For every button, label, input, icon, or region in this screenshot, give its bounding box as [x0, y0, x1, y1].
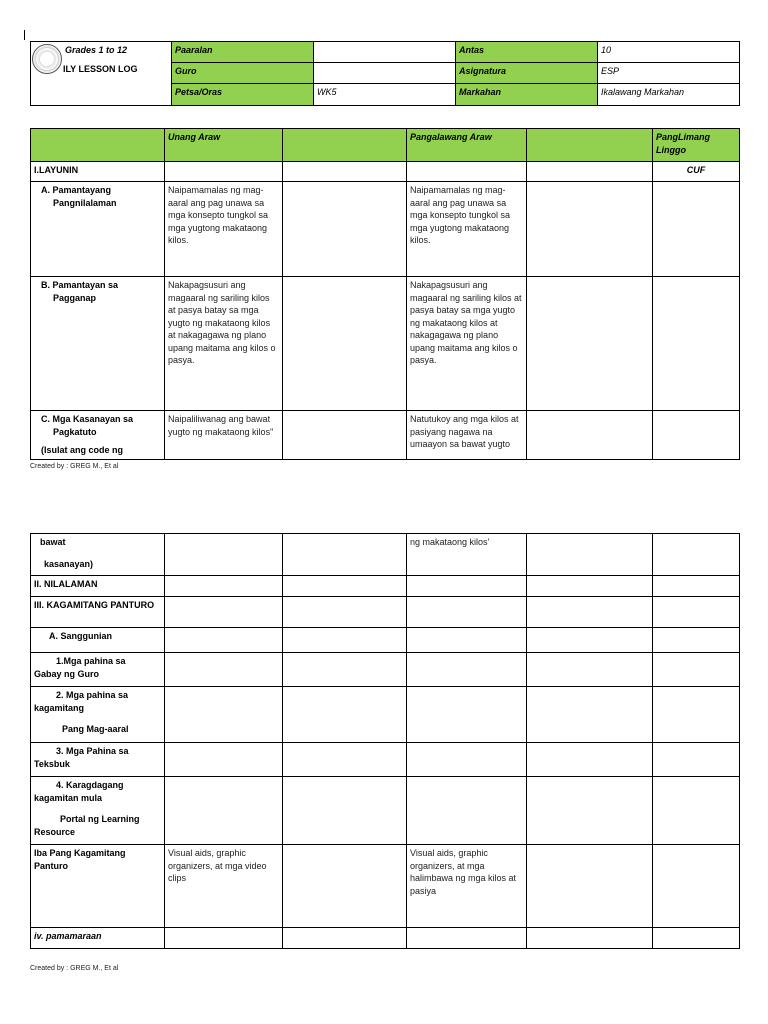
cell [527, 576, 653, 597]
karagdagang-line2: Portal ng Learning Resource [34, 814, 140, 837]
row-c-day2: Natutukoy ang mga kilos at pasiyang nagawa na umaayon sa bawat yugto [407, 411, 527, 460]
header-blank [31, 129, 165, 162]
cell [527, 687, 653, 743]
iba-day2: Visual aids, graphic organizers, at mga halimbawa ng mga kilos at pasiya [407, 845, 527, 928]
col-panglimang-linggo: PangLimang Linggo [653, 129, 740, 162]
cell [165, 162, 283, 182]
magaaral-line1: 2. Mga pahina sa kagamitang [34, 690, 129, 713]
cell [653, 597, 740, 628]
cell [653, 928, 740, 949]
col-unang-araw: Unang Araw [165, 129, 283, 162]
cell [653, 534, 740, 576]
guro-value[interactable] [314, 63, 456, 84]
cell [653, 777, 740, 845]
cell [527, 743, 653, 777]
antas-value[interactable]: 10 [598, 42, 740, 63]
cell [527, 162, 653, 182]
cell [283, 845, 407, 928]
iba-day1: Visual aids, graphic organizers, at mga video clips [165, 845, 283, 928]
cell [165, 777, 283, 845]
sanggunian-label: A. Sanggunian [31, 628, 165, 653]
row-b-day1: Nakapagsusuri ang magaaral ng sariling kilos at pasya batay sa mga yugto ng makataong kilos at nakagagawa ng plano upang maitama ang kilos o pasya. [165, 277, 283, 411]
header-blank-2 [283, 129, 407, 162]
cell [653, 845, 740, 928]
cell [165, 628, 283, 653]
bawat-day2: ng makataong kilos' [407, 534, 527, 576]
cell [283, 777, 407, 845]
cell [407, 653, 527, 687]
cell [283, 928, 407, 949]
cell [407, 597, 527, 628]
paaralan-value[interactable] [314, 42, 456, 63]
bawat-label [31, 534, 165, 576]
cell [653, 653, 740, 687]
cell [527, 845, 653, 928]
cell [653, 576, 740, 597]
cuf-label: CUF [653, 162, 740, 182]
iba-pang-label: Iba Pang Kagamitang Panturo [31, 845, 165, 928]
cell [283, 162, 407, 182]
row-c-label [31, 411, 165, 460]
title-line2: ILY LESSON LOG [63, 63, 138, 74]
gabay-line1: 1.Mga pahina sa [56, 656, 126, 666]
row-a-day1: Naipamamalas ng mag-aaral ang pag unawa sa mga konsepto tungkol sa mga yugtong makataong kilos. [165, 182, 283, 277]
paaralan-label: Paaralan [172, 42, 314, 63]
lesson-table-part1 [30, 128, 740, 460]
karagdagang-line1: 4. Karagdagang kagamitan mula [34, 780, 124, 803]
row-b-day2: Nakapagsusuri ang magaaral ng sariling kilos at pasya batay sa mga yugto ng makataong kilos at nakagagawa ng plano upang maitama ang kilos o pasya. [407, 277, 527, 411]
row-c-day1: Naipaliliwanag ang bawat yugto ng makataong kilos" [165, 411, 283, 460]
asignatura-label: Asignatura [456, 63, 598, 84]
cell [407, 628, 527, 653]
cell [165, 597, 283, 628]
layunin-label: I.LAYUNIN [31, 162, 165, 182]
asignatura-value[interactable]: ESP [598, 63, 740, 84]
row-b-label-line1: B. Pamantayan sa [41, 280, 119, 290]
row-a-label [31, 182, 165, 277]
cell [527, 653, 653, 687]
cell [653, 277, 740, 411]
cell [407, 576, 527, 597]
cell [527, 534, 653, 576]
row-c-label-line2: Pagkatuto [53, 426, 97, 437]
cell [283, 743, 407, 777]
row-a-day2: Naipamamalas ng mag-aaral ang pag unawa sa mga konsepto tungkol sa mga yugtong makataong kilos. [407, 182, 527, 277]
text-cursor [24, 30, 25, 40]
cell [283, 687, 407, 743]
gabay-label [31, 653, 165, 687]
cell [283, 534, 407, 576]
cell [653, 743, 740, 777]
header-blank-3 [527, 129, 653, 162]
cell [653, 687, 740, 743]
cell [165, 743, 283, 777]
cell [527, 628, 653, 653]
markahan-label: Markahan [456, 84, 598, 106]
header-table [30, 41, 740, 106]
kagamitang-label: III. KAGAMITANG PANTURO [31, 597, 165, 628]
cell [165, 653, 283, 687]
cell [527, 411, 653, 460]
cell [283, 628, 407, 653]
cell [407, 162, 527, 182]
row-c-label-line1: C. Mga Kasanayan sa [41, 414, 134, 424]
cell [407, 687, 527, 743]
row-a-label-line2: Pangnilalaman [53, 197, 117, 208]
cell [165, 534, 283, 576]
cell [283, 653, 407, 687]
row-c-label-line3: (Isulat ang code ng [41, 445, 124, 455]
teksbuk-line1: 3. Mga Pahina sa [56, 746, 129, 756]
nilalaman-label: II. NILALAMAN [31, 576, 165, 597]
cell [283, 182, 407, 277]
cell [283, 411, 407, 460]
karagdagang-label [31, 777, 165, 845]
footer-credit-1: Created by : GREG M., Et al [30, 463, 119, 470]
title-cell [31, 42, 172, 106]
cell [653, 628, 740, 653]
antas-label: Antas [456, 42, 598, 63]
guro-label: Guro [172, 63, 314, 84]
footer-credit-2: Created by : GREG M., Et al [30, 965, 119, 972]
cell [283, 277, 407, 411]
row-a-label-line1: A. Pamantayang [41, 185, 112, 195]
cell [165, 576, 283, 597]
row-b-label-line2: Pagganap [53, 292, 97, 303]
cell [165, 687, 283, 743]
cell [283, 597, 407, 628]
cell [283, 576, 407, 597]
bawat-line1: bawat [40, 537, 66, 547]
cell [527, 597, 653, 628]
cell [407, 928, 527, 949]
cell [527, 928, 653, 949]
cell [527, 277, 653, 411]
cell [165, 928, 283, 949]
teksbuk-line2: Teksbuk [34, 758, 70, 769]
petsa-label: Petsa/Oras [172, 84, 314, 106]
magaaral-label [31, 687, 165, 743]
col-pangalawang-araw: Pangalawang Araw [407, 129, 527, 162]
pamamaraan-label: iv. pamamaraan [31, 928, 165, 949]
row-b-label [31, 277, 165, 411]
cell [653, 182, 740, 277]
teksbuk-label [31, 743, 165, 777]
cell [653, 411, 740, 460]
cell [407, 777, 527, 845]
gabay-line2: Gabay ng Guro [34, 668, 100, 679]
magaaral-line2: Pang Mag-aaral [62, 724, 129, 734]
cell [527, 182, 653, 277]
cell [527, 777, 653, 845]
lesson-table-part2 [30, 533, 740, 949]
markahan-value[interactable]: Ikalawang Markahan [598, 84, 740, 106]
bawat-line2: kasanayan) [44, 558, 94, 569]
cell [407, 743, 527, 777]
title-line1: Grades 1 to 12 [65, 45, 128, 55]
petsa-value[interactable]: WK5 [314, 84, 456, 106]
